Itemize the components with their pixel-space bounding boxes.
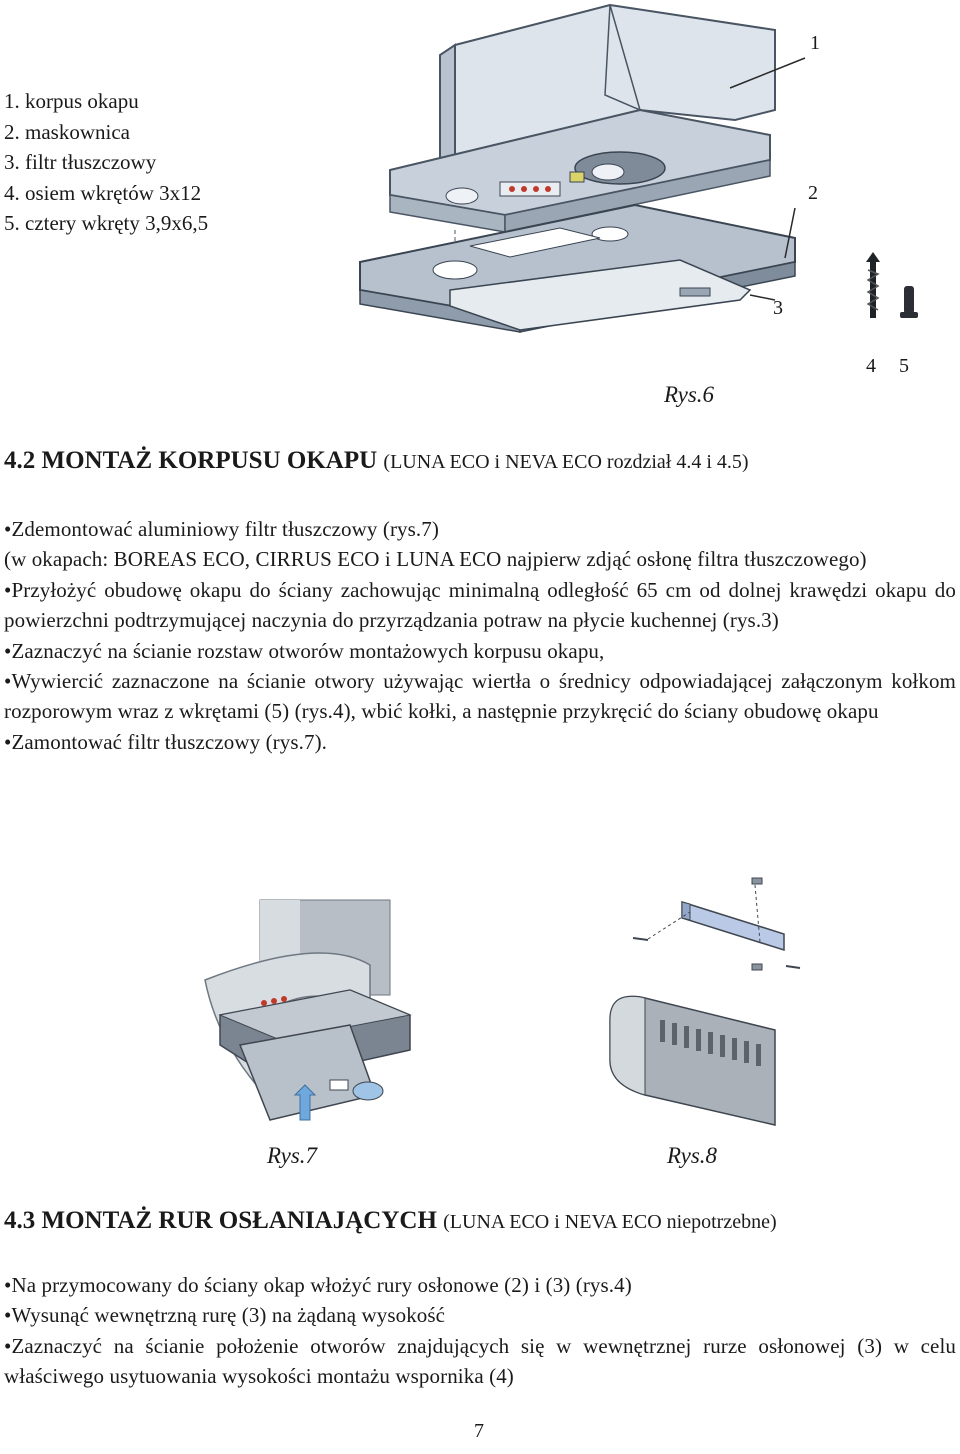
callout-2: 2 <box>808 182 818 204</box>
instruction-item: •Na przymocowany do ściany okap włożyć rury osłonowe (2) i (3) (rys.4) <box>4 1273 632 1297</box>
figure7-caption: Rys.7 <box>267 1143 318 1168</box>
callout-4: 4 <box>866 355 876 377</box>
figure6-caption: Rys.6 <box>664 382 715 407</box>
instruction-item: •Zdemontować aluminiowy filtr tłuszczowy (rys.7) <box>4 517 439 541</box>
section-4-3-heading <box>4 1207 777 1235</box>
callout-3: 3 <box>773 297 783 319</box>
instruction-item: •Zamontować filtr tłuszczowy (rys.7). <box>4 729 328 754</box>
page-number: 7 <box>474 1420 484 1442</box>
legend-item-3: 3. filtr tłuszczowy <box>4 150 157 174</box>
legend-item-5: 5. cztery wkręty 3,9x6,5 <box>4 211 209 235</box>
instruction-item: •Wysunąć wewnętrzną rurę (3) na żądaną wysokość <box>4 1303 446 1328</box>
legend-item-1: 1. korpus okapu <box>4 89 139 113</box>
callout-5: 5 <box>899 355 909 377</box>
instruction-item: •Zaznaczyć na ścianie położenie otworów znajdujących się w wewnętrznej rurze osłonowej (3) w celu właściwego usytuowania wysokości montażu wspornika (4) <box>4 1333 956 1389</box>
section-4-2-instructions <box>4 514 956 757</box>
figure8-pipe-assembly <box>600 870 810 1120</box>
section-4-3-note: (LUNA ECO i NEVA ECO niepotrzebne) <box>443 1211 777 1233</box>
legend-item-4: 4. osiem wkrętów 3x12 <box>4 180 202 205</box>
legend-item-2: 2. maskownica <box>4 119 130 144</box>
figure7-filter-removal <box>200 895 460 1145</box>
instruction-item: •Zaznaczyć na ścianie rozstaw otworów montażowych korpusu okapu, <box>4 638 605 663</box>
section-4-2-title: 4.2 MONTAŻ KORPUSU OKAPU <box>4 447 378 474</box>
figure8-caption: Rys.8 <box>667 1143 718 1168</box>
callout-1: 1 <box>810 32 820 54</box>
section-4-2-note: (LUNA ECO i NEVA ECO rozdział 4.4 i 4.5) <box>383 451 749 473</box>
instruction-item: (w okapach: BOREAS ECO, CIRRUS ECO i LUNA ECO najpierw zdjąć osłonę filtra tłuszczowego) <box>4 547 867 572</box>
instruction-item: •Przyłożyć obudowę okapu do ściany zachowując minimalną odległość 65 cm od dolnej krawędzi okapu do powierzchni podtrzymującej naczynia do przyrządzania potraw na płycie kuchennej (rys.3) <box>4 577 956 633</box>
figure6-hood-exploded-view <box>0 0 960 420</box>
section-4-2-heading <box>4 447 749 475</box>
instruction-item: •Wywiercić zaznaczone na ścianie otwory używając wiertła o średnicy odpowiadającej załączonym kołkom rozporowym wraz z wkrętami (5) (rys.4), wbić kołki, a następnie przykręcić do ściany obudowę okapu <box>4 669 956 724</box>
section-4-3-instructions <box>4 1270 956 1392</box>
section-4-3-title: 4.3 MONTAŻ RUR OSŁANIAJĄCYCH <box>4 1207 437 1234</box>
